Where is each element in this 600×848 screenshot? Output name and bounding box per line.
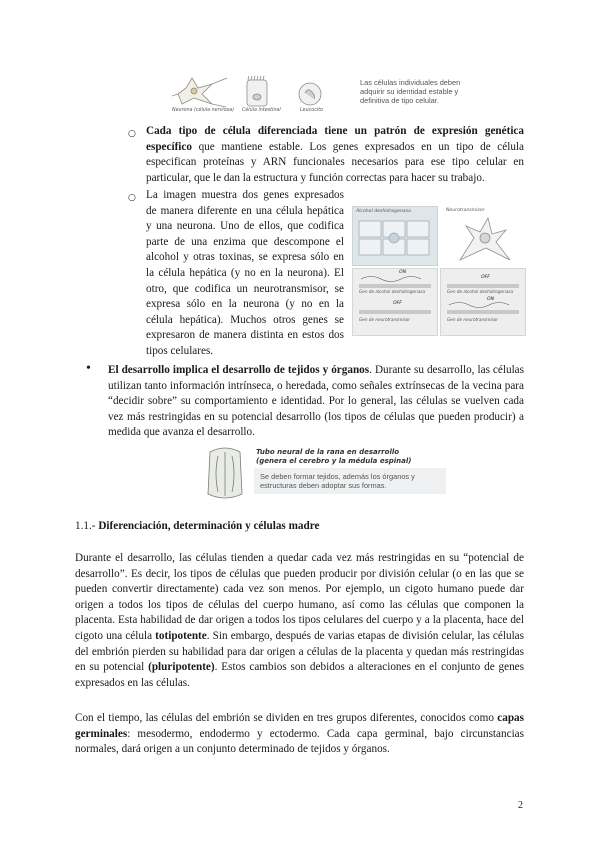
pluripotente-term: (pluripotente) [148, 661, 215, 674]
leukocyte-drawing [299, 83, 321, 105]
totipotente-term: totipotente [155, 629, 207, 642]
gene-panel-right [440, 268, 526, 336]
gene-off-right: OFF [481, 275, 490, 280]
gene-label-right-1: Gen de alcohol deshidrogenasa [447, 289, 514, 294]
sub-bullet-1-body: que mantiene estable. Los genes expresados en un tipo de célula especifican proteínas y ARN funcionales necesarios para ese tipo celular en particular, que le dan la estructura y función correctas para hacer su trabajo. [146, 140, 524, 184]
sub-bullet-marker: ○ [128, 193, 136, 203]
neural-tube-drawing [202, 446, 248, 502]
gene-on-right: ON [487, 297, 495, 302]
paragraph-1-part-3: . Estos cambios son debidos a alteraciones en el conjunto de genes expresados en las células. [75, 661, 524, 689]
top-figure-caption: Las células individuales deben adquirir su identidad estable y definitiva de tipo celular. [360, 78, 461, 105]
intestinal-cell-label: Célula intestinal [242, 108, 281, 113]
main-bullet-text [108, 363, 524, 441]
paragraph-1-part-1: Durante el desarrollo, las células tienden a quedar cada vez más restringidas en su “potencial de desarrollo”. Es decir, los tipos de células que pueden producir por división celular (o en las que se pueden convertir directamente) cada vez son menos. Por ejemplo, un cigoto humano puede dar origen a todos los tipos de células del cuerpo humano, así como las células que componen la placenta. Esta habilidad de dar origen a todos los tipos celulares del cuerpo y a la placenta, hace del cigoto una célula [75, 552, 524, 642]
sub-bullet-2-block [146, 188, 524, 360]
liver-panel [352, 206, 438, 266]
liver-cells-drawing [353, 215, 437, 265]
gene-figure [352, 206, 524, 346]
neuron-panel [440, 206, 524, 264]
gene-off-left: OFF [393, 301, 402, 306]
paragraph-2 [75, 711, 524, 758]
neuron-label: Neurona (célula nerviosa) [172, 108, 235, 113]
neuron-cell-drawing [440, 210, 524, 266]
neuron-drawing [172, 78, 227, 107]
gene-label-left-2: Gen de neurotransmisor [359, 317, 411, 322]
section-number: 1.1.- [75, 520, 99, 532]
section-heading [75, 519, 319, 535]
gene-label-left-1: Gen de alcohol deshidrogenasa [359, 289, 426, 294]
cell-types-illustration [172, 64, 347, 110]
leukocyte-label: Leucocito [300, 108, 324, 113]
frog-figure [202, 446, 442, 502]
main-bullet-body: . Durante su desarrollo, las células utilizan tanto información intrínseca, o heredada, como señales extrínsecas de la vecina para “decidir sobre” su comportamiento e identidad. Por lo general, las células se vuelven cada vez más restringidas en su potencial desarrollo (los tipos de células que pueden producir) a medida que avanza el desarrollo. [108, 364, 524, 439]
frog-figure-caption-box [254, 468, 446, 494]
main-bullet-marker: • [86, 361, 91, 376]
gene-label-right-2: Gen de neurotransmisor [447, 317, 499, 322]
sub-bullet-1-text [146, 124, 524, 186]
gene-on-left: ON [399, 270, 407, 275]
gene-panel-left [352, 268, 438, 336]
main-bullet-bold: El desarrollo implica el desarrollo de tejidos y órganos [108, 364, 370, 376]
paragraph-2-part-2: : mesodermo, endodermo y ectodermo. Cada capa germinal, bajo circunstancias normales, dará origen a un conjunto determinado de tejidos y órganos. [75, 727, 524, 756]
sub-bullet-1-bold: Cada tipo de célula diferenciada tiene un patrón de expresión genética específico [146, 125, 524, 153]
intestinal-cell-drawing [247, 76, 267, 106]
sub-bullet-marker: ○ [128, 129, 136, 139]
sub-bullet-2-text: La imagen muestra dos genes expresados de manera diferente en una célula hepática y una neurona. Uno de ellos, que codifica parte de una enzima que descompone el alcohol y otras toxinas, se expresa sólo en la célula hepática (y no en la neurona). El otro, que codifica un neurotransmisor, se expresa sólo en la neurona (y no en la célula hepática). Muchos otros genes se expresaron de manera distinta en estos dos tipos celulares. [146, 189, 344, 357]
section-title: Diferenciación, determinación y células madre [98, 520, 320, 532]
paragraph-2-part-1: Con el tiempo, las células del embrión se dividen en tres grupos diferentes, conocidos como [75, 712, 498, 724]
top-figure [172, 64, 472, 122]
capas-germinales-term: capas germinales [75, 712, 524, 740]
liver-panel-label: Alcohol deshidrogenasa [356, 209, 411, 214]
frog-figure-title-2: (genera el cerebro y la médula espinal) [256, 457, 412, 465]
paragraph-1 [75, 551, 524, 691]
paragraph-1-part-2: . Sin embargo, después de varias etapas de división celular, las células del embrión pierden su habilidad para dar origen a células de la placenta y quedan más restringidas en su potencial [75, 629, 524, 674]
neuron-panel-label: Neurotransmisor [446, 208, 485, 213]
frog-figure-title-1: Tubo neural de la rana en desarrollo [256, 448, 400, 456]
page-number: 2 [518, 800, 523, 811]
frog-figure-caption: Se deben formar tejidos, además los órganos y estructuras deben adoptar sus formas. [260, 472, 415, 490]
